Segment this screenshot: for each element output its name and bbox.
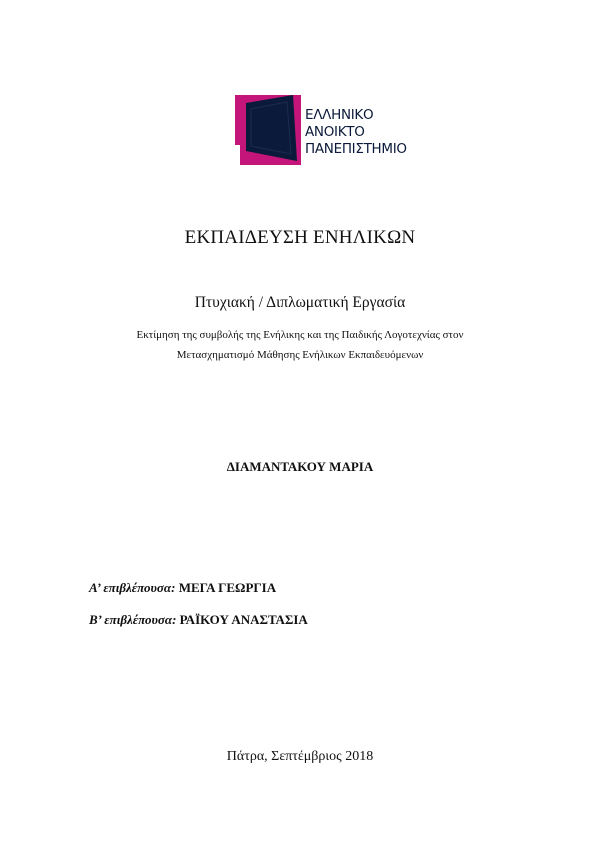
logo-line: ΑΝΟΙΚΤΟ [305, 124, 365, 140]
eap-emblem-icon [233, 93, 303, 167]
logo-wordmark [305, 107, 407, 158]
supervisor-name: ΜΕΓΑ ΓΕΩΡΓΙΑ [178, 580, 277, 595]
place-date: Πάτρα, Σεπτέμβριος 2018 [226, 749, 374, 764]
supervisor-name: ΡΑΪΚΟΥ ΑΝΑΣΤΑΣΙΑ [179, 612, 308, 627]
department-heading: ΕΚΠΑΙΔΕΥΣΗ ΕΝΗΛΙΚΩΝ [184, 227, 416, 248]
supervisor-role: Α’ επιβλέπουσα: [89, 580, 176, 595]
author-name: ΔΙΑΜΑΝΤΑΚΟΥ ΜΑΡΙΑ [226, 459, 374, 474]
logo-line: ΠΑΝΕΠΙΣΤΗΜΙΟ [305, 141, 407, 157]
logo-line: ΕΛΛΗΝΙΚΟ [305, 107, 374, 123]
supervisor-role: Β’ επιβλέπουσα: [89, 612, 177, 627]
thesis-title-line-1: Εκτίμηση της συμβολής της Ενήλικης και της Παιδικής Λογοτεχνίας στον [136, 329, 464, 341]
thesis-title-line-2: Μετασχηματισμό Μάθησης Ενήλικων Εκπαιδευόμενων [176, 349, 424, 361]
thesis-type: Πτυχιακή / Διπλωματική Εργασία [194, 294, 406, 311]
university-logo [233, 93, 423, 167]
first-supervisor [89, 580, 276, 596]
second-supervisor [89, 612, 308, 628]
